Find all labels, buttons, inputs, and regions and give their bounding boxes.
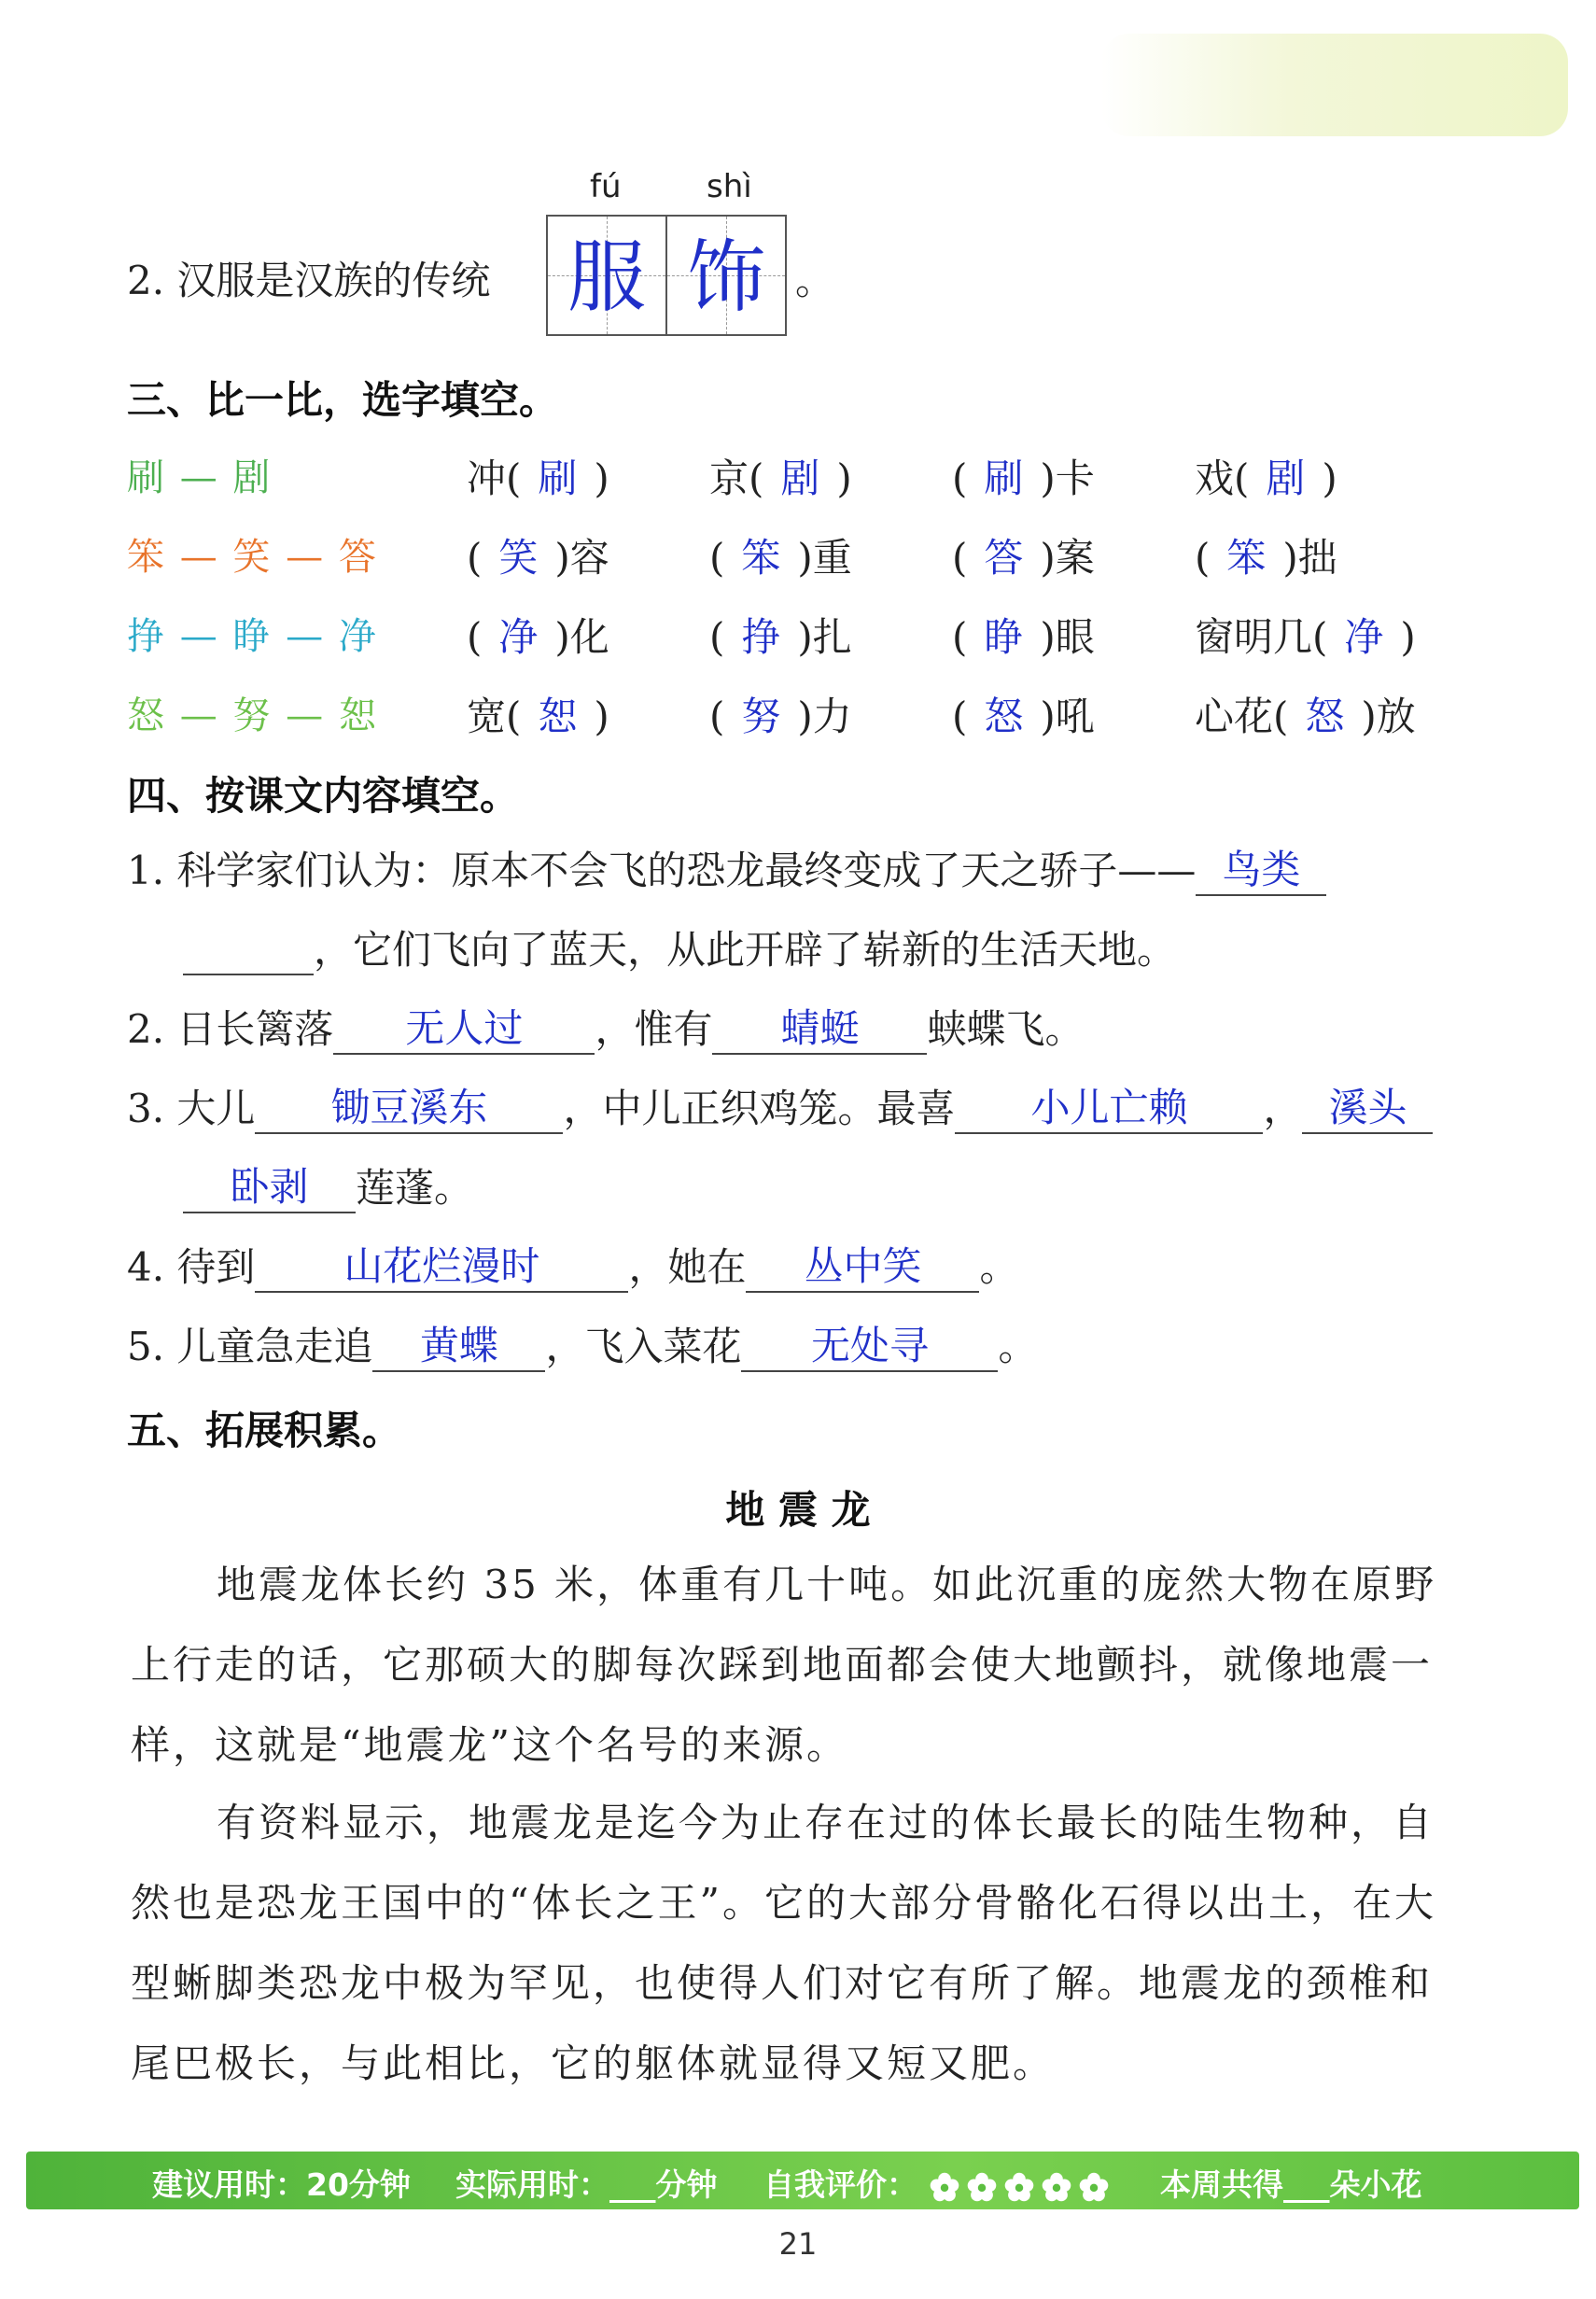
s4-q4: 4. 待到 山花烂漫时 ，她在 丛中笑 。 [127,1237,1018,1293]
fill-answer: 恕 [538,694,578,739]
answer-char-shi: 饰 [686,231,765,323]
char-grid-box-1 [546,215,667,336]
fill-answer: 刷 [538,456,578,501]
fill-item: ( 挣 )扎 [709,614,852,660]
footer-bar [26,2152,1579,2209]
fill-item: ( 笨 )拙 [1195,535,1337,581]
fill-answer: 答 [984,535,1024,581]
s4-q4-answer1: 山花烂漫时 [255,1242,628,1293]
fill-item: 冲( 刷 ) [467,456,609,501]
s4-q5: 5. 儿童急走追 黄蝶 ，飞入菜花 无处寻 。 [127,1316,1037,1372]
char-grid-box-2 [665,215,787,336]
section4-title: 四、按课文内容填空。 [127,773,520,819]
s4-q3-line1: 3. 大儿 锄豆溪东 ，中儿正织鸡笼。最喜 小儿亡赖 ， 溪头 [127,1078,1433,1134]
flower-icon [929,2171,960,2203]
flower-icon [1041,2171,1072,2203]
header-decoration [1101,34,1568,136]
s4-q4-answer2: 丛中笑 [746,1242,979,1293]
fill-answer: 净 [498,614,539,660]
fill-item: 戏( 剧 ) [1195,456,1337,501]
fill-item: 宽( 恕 ) [467,694,609,739]
s4-q1-line1: 1. 科学家们认为：原本不会飞的恐龙最终变成了天之骄子—— 鸟类 [127,840,1326,896]
s4-q3-answer1: 锄豆溪东 [255,1084,563,1134]
flower-icon [1003,2171,1035,2203]
fill-answer: 剧 [780,456,820,501]
fill-item: 心花( 怒 )放 [1195,694,1416,739]
fill-item: ( 笑 )容 [467,535,609,581]
fill-item: ( 睁 )眼 [952,614,1095,660]
answer-char-fu: 服 [567,231,646,323]
fill-answer: 怒 [1305,694,1345,739]
section3-title: 三、比一比，选字填空。 [127,377,559,423]
flower-icon [1078,2171,1110,2203]
compare-row-label: 刷 — 剧 [127,456,273,499]
fill-answer: 剧 [1266,456,1306,501]
fill-item: 京( 剧 ) [709,456,852,501]
fill-answer: 怒 [984,694,1024,739]
footer-actual-time: 实际用时：___分钟 [455,2166,718,2203]
article-paragraph-2: 有资料显示，地震龙是迄今为止存在过的体长最长的陆生物种，自然也是恐龙王国中的“体长之王”。它的大部分骨骼化石得以出土，在大型蜥脚类恐龙中极为罕见，也使得人们对它有所了解。地震龙的颈椎和尾巴极长，与此相比，它的躯体就显得又短又肥。 [131,1800,1436,2086]
footer-suggest-time: 建议用时：20分钟 [152,2166,411,2203]
compare-row-label: 怒 — 努 — 恕 [127,694,378,737]
fill-item: 窗明几( 净 ) [1195,614,1416,660]
pinyin-shi: shì [707,168,752,205]
s4-q3-answer4: 卧剥 [183,1163,356,1213]
s4-q3-line2: 卧剥 莲蓬。 [183,1157,473,1213]
compare-row-label: 笨 — 笑 — 答 [127,536,378,579]
fill-answer: 净 [1344,614,1384,660]
s4-q2-answer1: 无人过 [333,1004,595,1055]
q2-end: 。 [795,258,835,303]
fill-item: ( 答 )案 [952,535,1095,581]
s4-q2-answer2: 蜻蜓 [712,1004,927,1055]
footer-self-eval: 自我评价： [763,2161,1115,2205]
article-paragraph-1: 地震龙体长约 35 米，体重有几十吨。如此沉重的庞然大物在原野上行走的话，它那硕大的脚每次踩到地面都会使大地颤抖，就像地震一样，这就是“地震龙”这个名号的来源。 [131,1562,1437,1768]
fill-item: ( 怒 )吼 [952,694,1095,739]
fill-item: ( 净 )化 [467,614,609,660]
fill-item: ( 笨 )重 [709,535,852,581]
s4-q1-answer: 鸟类 [1196,846,1326,896]
fill-item: ( 努 )力 [709,694,852,739]
s4-q5-answer2: 无处寻 [741,1322,998,1372]
s4-q1-blank-cont [183,925,314,975]
page-number: 21 [778,2226,818,2262]
s4-q3-answer2: 小儿亡赖 [955,1084,1263,1134]
fill-answer: 笑 [498,535,539,581]
q2-text: 2. 汉服是汉族的传统 [127,258,491,303]
fill-answer: 睁 [984,614,1024,660]
s4-q3-answer3: 溪头 [1302,1084,1433,1134]
section5-title: 五、拓展积累。 [127,1408,402,1453]
article-title: 地 震 龙 [725,1487,871,1533]
s4-q1-line2: ，它们飞向了蓝天，从此开辟了崭新的生活天地。 [183,919,1176,975]
fill-answer: 挣 [741,614,781,660]
compare-row-label: 挣 — 睁 — 净 [127,615,378,658]
fill-answer: 刷 [984,456,1024,501]
fill-answer: 笨 [1226,535,1267,581]
s4-q2: 2. 日长篱落 无人过 ，惟有 蜻蜓 蛱蝶飞。 [127,999,1084,1055]
fill-item: ( 刷 )卡 [952,456,1095,501]
s4-q5-answer1: 黄蝶 [372,1322,545,1372]
fill-answer: 笨 [741,535,781,581]
pinyin-fu: fú [590,168,622,205]
flower-icon [966,2171,998,2203]
fill-answer: 努 [741,694,781,739]
footer-week-total: 本周共得___朵小花 [1160,2166,1422,2203]
